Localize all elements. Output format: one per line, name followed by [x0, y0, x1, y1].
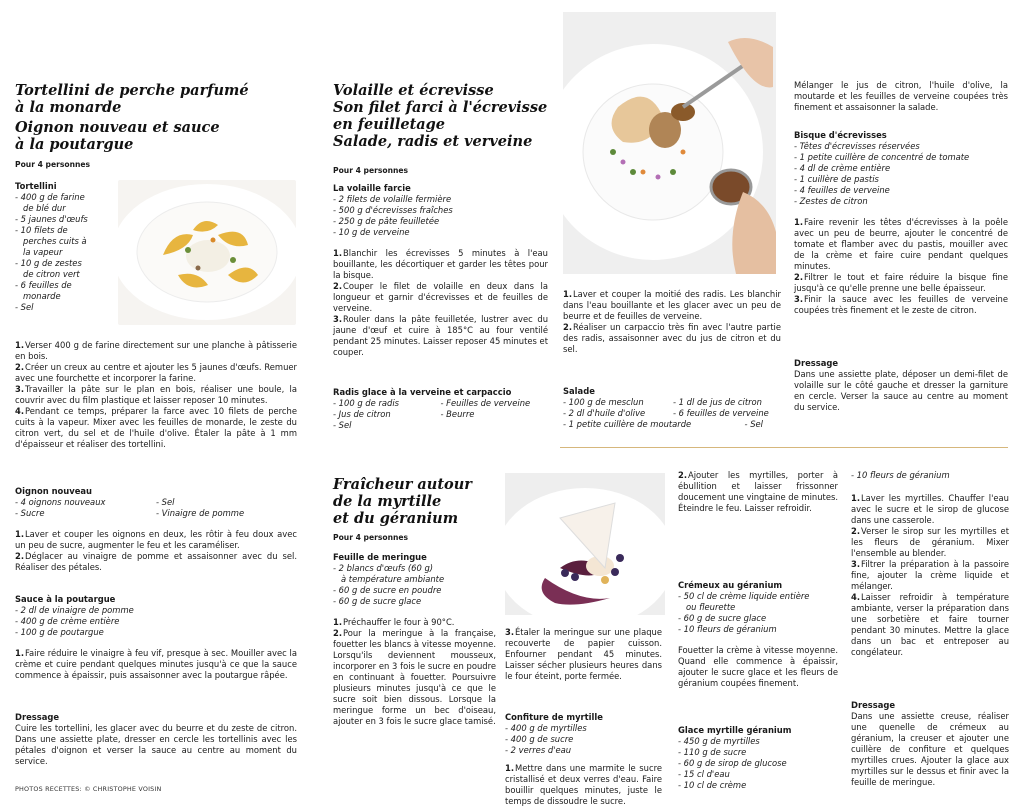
steps-meringue-cont: [505, 627, 662, 682]
salade-text: Mélanger le jus de citron, l'huile d'olive, la moutarde et les feuilles de verveine coupées très finement et assaisonner la salade.: [794, 80, 1008, 112]
step: 3.Filtrer la préparation à la passoire fine, ajouter la crème liquide et mélanger.: [851, 559, 1009, 591]
section-dressage-myrtille: Dressage Dans une assiette creuse, réaliser une quenelle de crémeux au géranium, la creuser et ajouter une cuillère de confiture et quelques myrtilles crues. Ajouter la glace aux myrtilles sur le dessus et finir avec la feuille de meringue.: [851, 700, 1009, 787]
recipe-title-myrtille: Fraîcheur autour de la myrtille et du géranium: [333, 476, 472, 527]
recipe-title-tortellini: Tortellini de perche parfumé à la monarde Oignon nouveau et sauce à la poutargue: [15, 82, 249, 153]
step: 1.Blanchir les écrevisses 5 minutes à l'eau bouillante, les décortiquer et garder les têtes pour la bisque.: [333, 248, 548, 280]
step: 1.Verser 400 g de farine directement sur une planche à pâtisserie en bois.: [15, 340, 297, 361]
photo-credit: PHOTOS RECETTES: © CHRISTOPHE VOISIN: [15, 785, 162, 793]
section-cremeux: Crémeux au géranium - 50 cl de crème liquide entière ou fleurette - 60 g de sucre glace - 10 fleurs de géranium Fouetter la crème à vitesse moyenne. Quand elle commence à épaissir, ajouter le sucre glace et les fleurs de géranium coupées finement.: [678, 580, 838, 688]
step: 2.Déglacer au vinaigre de pomme et assaisonner avec du sel. Réaliser des pétales.: [15, 551, 297, 572]
section-confiture: Confiture de myrtille - 400 g de myrtilles - 400 g de sucre - 2 verres d'eau 1.Mettre dans une marmite le sucre cristallisé et deux verres d'eau. Faire bouillir quelques minutes, juste le temps de dissoudre le sucre.: [505, 712, 662, 806]
step: 2.Pour la meringue à la française, fouetter les blancs à vitesse moyenne. Lorsqu'ils deviennent mousseux, incorporer en 3 fois le sucre en poudre en continuant à fouetter. Poursuivre plusieurs minutes jusqu'à ce que le sucre soit bien dissous. Lorsque la meringue forme un bec d'oiseau, ajouter en 3 fois le sucre glace tamisé.: [333, 628, 496, 726]
section-bisque: Bisque d'écrevisses - Têtes d'écrevisses réservées - 1 petite cuillère de concentré de tomate - 4 dl de crème entière - 1 cuillère de pastis - 4 feuilles de verveine - Zestes de citron 1.Faire revenir les têtes d'écrevisses à la poêle avec un peu de beurre, ajouter le concentré de tomate et flamber avec du pastis, mouiller avec de la crème et faire cuire pendant quelques minutes. 2.Filtrer le tout et faire réduire la bisque fine jusqu'à ce qu'elle prenne une belle épaisseur. 3.Finir la sauce avec les feuilles de verveine coupées très finement et le zeste de citron.: [794, 130, 1008, 315]
section-salade: Salade - 100 g de mesclun - 2 dl d'huile d'olive - 1 dl de jus de citron - 6 feuilles de verveine - 1 petite cuillère de moutarde - Sel: [563, 386, 769, 429]
section-dressage-volaille: Dressage Dans une assiette plate, déposer un demi-filet de volaille sur le côté gauche et dresser la garniture en cercle. Verser la sauce au centre au moment du service.: [794, 358, 1008, 412]
photo-tortellini: [118, 180, 296, 325]
step: 1.Faire réduire le vinaigre à feu vif, presque à sec. Mouiller avec la crème et cuire pendant quelques minutes jusqu'à ce que la sauce commence à épaissir, puis assaisonner avec la poutargue râpée.: [15, 648, 297, 680]
serves-volaille: Pour 4 personnes: [333, 166, 409, 175]
step: 4.Pendant ce temps, préparer la farce avec 10 filets de perche cuits à la vapeur. Mixer avec les feuilles de monarde, le zeste du citron vert, du sel et de l'huile d'olive. Étaler la pâte à 1 mm d'épaisseur et réaliser des tortellini.: [15, 406, 297, 449]
step: 2.Verser le sirop sur les myrtilles et les fleurs de géranium. Mixer l'ensemble au blender.: [851, 526, 1009, 558]
steps-radis: [563, 289, 781, 355]
step: 3.Finir la sauce avec les feuilles de verveine coupées très finement et le zeste de citron.: [794, 294, 1008, 315]
ingredients-tortellini: Tortellini - 400 g de farine de blé dur - 5 jaunes d'œufs - 10 filets de perches cuits à la vapeur - 10 g de zestes de citron vert - 6 feuilles de monarde - Sel: [15, 181, 115, 313]
step: 2.Ajouter les myrtilles, porter à ébullition et laisser frissonner doucement une vingtaine de minutes. Éteindre le feu. Laisser refroidir.: [678, 470, 838, 513]
step: 1.Laver et couper les oignons en deux, les rôtir à feu doux avec un peu de sucre, augmenter le feu et les caraméliser.: [15, 529, 297, 550]
step: 2.Réaliser un carpaccio très fin avec l'autre partie des radis, assaisonner avec du jus de citron et du sel.: [563, 322, 781, 354]
ingredient-list: - 400 g de farine de blé dur - 5 jaunes d'œufs - 10 filets de perches cuits à la vapeur - 10 g de zestes de citron vert - 6 feuilles de monarde - Sel: [15, 192, 88, 312]
step: 2.Créer un creux au centre et ajouter les 5 jaunes d'œufs. Remuer avec une fourchette et incorporer la farine.: [15, 362, 297, 383]
step: 3.Rouler dans la pâte feuilletée, lustrer avec du jaune d'œuf et cuire à 185°C au four ventilé pendant 25 minutes. Laisser reposer 45 minutes et couper.: [333, 314, 548, 357]
section-confiture-cont: [678, 470, 838, 514]
steps-tortellini: [15, 340, 297, 450]
section-glace-cont: - 10 fleurs de géranium 1.Laver les myrtilles. Chauffer l'eau avec le sucre et le sirop de glucose dans une casserole. 2.Verser le sirop sur les myrtilles et les fleurs de géranium. Mixer l'ensemble au blender. 3.Filtrer la préparation à la passoire fine, ajouter la crème liquide et mélanger. 4.Laisser refroidir à température ambiante, verser la préparation dans une sorbetière et faire tourner pendant 30 minutes. Mettre la glace dans un bac et entreposer au congélateur.: [851, 470, 1009, 657]
step: 4.Laisser refroidir à température ambiante, verser la préparation dans une sorbetière et faire tourner pendant 30 minutes. Mettre la glace dans un bac et entreposer au congélateur.: [851, 592, 1009, 657]
step: 3.Travailler la pâte sur le plan en bois, réaliser une boule, la couvrir avec du film plastique et laisser reposer 10 minutes.: [15, 384, 297, 405]
section-divider: [560, 447, 1008, 448]
serves-tortellini: Pour 4 personnes: [15, 160, 91, 169]
serves-myrtille: Pour 4 personnes: [333, 533, 409, 542]
section-oignon: Oignon nouveau - 4 oignons nouveaux - Sucre - Sel - Vinaigre de pomme 1.Laver et couper les oignons en deux, les rôtir à feu doux avec un peu de sucre, augmenter le feu et les caraméliser. 2.Déglacer au vinaigre de pomme et assaisonner avec du sel. Réaliser des pétales.: [15, 486, 297, 572]
section-volaille-farcie: La volaille farcie - 2 filets de volaille fermière - 500 g d'écrevisses fraîches - 250 g de pâte feuilletée - 10 g de verveine 1.Blanchir les écrevisses 5 minutes à l'eau bouillante, les décortiquer et garder les têtes pour la bisque. 2.Couper le filet de volaille en deux dans la longueur et garnir d'écrevisses et de feuilles de verveine. 3.Rouler dans la pâte feuilletée, lustrer avec du jaune d'œuf et cuire à 185°C au four ventilé pendant 25 minutes. Laisser reposer 45 minutes et couper.: [333, 183, 548, 357]
step: 1.Mettre dans une marmite le sucre cristallisé et deux verres d'eau. Faire bouillir quelques minutes, juste le temps de dissoudre le sucre.: [505, 763, 662, 806]
step: 1.Préchauffer le four à 90°C.: [333, 617, 455, 627]
section-glace: Glace myrtille géranium - 450 g de myrtilles - 110 g de sucre - 60 g de sirop de glucose - 15 cl d'eau - 10 cl de crème: [678, 725, 792, 790]
step: 2.Filtrer le tout et faire réduire la bisque fine jusqu'à ce qu'elle prenne une belle épaisseur.: [794, 272, 1008, 293]
recipe-title-volaille: Volaille et écrevisse Son filet farci à l'écrevisse en feuilletage Salade, radis et verveine: [333, 82, 548, 150]
step: 2.Couper le filet de volaille en deux dans la longueur et garnir d'écrevisses et de feuilles de verveine.: [333, 281, 548, 313]
photo-volaille: [563, 12, 776, 274]
step: 1.Laver et couper la moitié des radis. Les blanchir dans l'eau bouillante et les glacer avec un peu de beurre et de feuilles de verveine.: [563, 289, 781, 321]
step: 1.Faire revenir les têtes d'écrevisses à la poêle avec un peu de beurre, ajouter le concentré de tomate et flamber avec du pastis, mouiller avec de la crème et faire cuire pendant quelques minutes.: [794, 217, 1008, 271]
step: 1.Laver les myrtilles. Chauffer l'eau avec le sucre et le sirop de glucose dans une casserole.: [851, 493, 1009, 525]
step: 3.Étaler la meringue sur une plaque recouverte de papier cuisson. Enfourner pendant 45 minutes. Laisser sécher plusieurs heures dans le four éteint, porte fermée.: [505, 627, 662, 681]
photo-myrtille: [505, 473, 665, 615]
section-sauce: Sauce à la poutargue - 2 dl de vinaigre de pomme - 400 g de crème entière - 100 g de poutargue 1.Faire réduire le vinaigre à feu vif, presque à sec. Mouiller avec la crème et cuire pendant quelques minutes jusqu'à ce que la sauce commence à épaissir, puis assaisonner avec la poutargue râpée.: [15, 594, 297, 680]
section-meringue: Feuille de meringue - 2 blancs d'œufs (60 g) à température ambiante - 60 g de sucre en poudre - 60 g de sucre glace 1.Préchauffer le four à 90°C. 2.Pour la meringue à la française, fouetter les blancs à vitesse moyenne. Lorsqu'ils deviennent mousseux, incorporer en 3 fois le sucre en poudre en continuant à fouetter. Poursuivre plusieurs minutes jusqu'à ce que le sucre soit bien dissous. Lorsque la meringue forme un bec d'oiseau, ajouter en 3 fois le sucre glace tamisé.: [333, 552, 496, 726]
section-radis: Radis glace à la verveine et carpaccio - 100 g de radis - Jus de citron - Sel - Feuilles de verveine - Beurre: [333, 387, 531, 430]
section-dressage-tortellini: Dressage Cuire les tortellini, les glacer avec du beurre et du zeste de citron. Dans une assiette plate, dresser en cercle les tortellinis avec les pétales d'oignon et verser la sauce au centre au moment du service.: [15, 712, 297, 766]
